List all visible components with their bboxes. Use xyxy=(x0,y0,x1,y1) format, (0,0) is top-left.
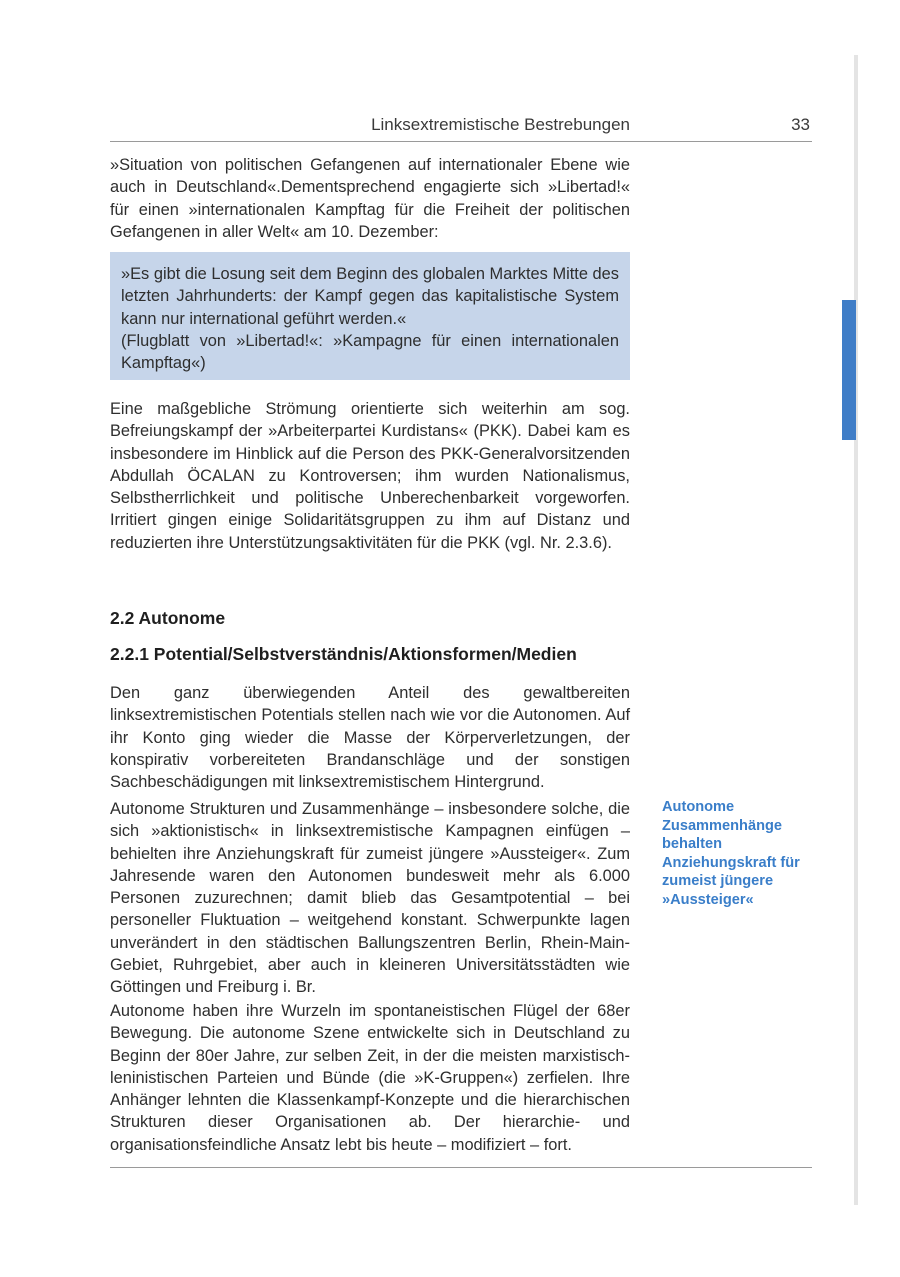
body-paragraph-3-block xyxy=(110,1000,630,1156)
margin-note: Autonome Zusammenhänge behalten Anziehungskraft für zumeist jüngere »Aussteiger« xyxy=(662,799,800,908)
page-edge-shadow xyxy=(854,55,858,1205)
body-paragraph-1-block xyxy=(110,682,630,793)
body-paragraph-3: Autonome haben ihre Wurzeln im spontaneistischen Flügel der 68er Bewegung. Die autonome Szene entwickelte sich in Deutschland zu Beginn der 80er Jahre, zur selben Zeit, in der die meisten marxistisch-leninistischen Parteien und Bünde (die »K-Gruppen«) zerfielen. Ihre Anhänger lehnten die Klassenkampf-Konzepte und die hierarchischen Strukturen dieser Organisationen ab. Der hierarchie- und organisationsfeindliche Ansatz lebt bis heute – modifiziert – fort. xyxy=(110,1002,630,1154)
body-paragraph-1: Den ganz überwiegenden Anteil des gewaltbereiten linksextremistischen Potentials stellen nach wie vor die Autonomen. Auf ihr Konto ging wieder die Masse der Körperverletzungen, der konspirativ vorbereiteten Brandanschläge und der sonstigen Sachbeschädigungen mit linksextremistischem Hintergrund. xyxy=(110,684,630,792)
quote-source: (Flugblatt von »Libertad!«: »Kampagne für einen internationalen Kampftag«) xyxy=(121,331,619,373)
body-paragraph-2-block xyxy=(110,798,630,999)
pkk-paragraph: Eine maßgebliche Strömung orientierte sich weiterhin am sog. Befreiungskampf der »Arbeiterpartei Kurdistans« (PKK). Dabei kam es insbesondere im Hinblick auf die Person des PKK-Generalvorsitzenden Abdullah ÖCALAN zu Kontroversen; ihm wurden Nationalismus, Selbstherrlichkeit und politische Unberechenbarkeit vorgeworfen. Irritiert gingen einige Solidaritätsgruppen zu ihm auf Distanz und reduzierten ihre Unterstützungsaktivitäten für die PKK (vgl. Nr. 2.3.6). xyxy=(110,400,630,552)
intro-text-block xyxy=(110,154,630,243)
pkk-text-block xyxy=(110,398,630,554)
quote-box xyxy=(110,252,630,380)
footer-rule xyxy=(110,1167,812,1168)
chapter-side-tab xyxy=(842,300,856,440)
section-heading: 2.2 Autonome xyxy=(110,608,226,628)
body-paragraph-2: Autonome Strukturen und Zusammenhänge – insbesondere solche, die sich »aktionistisch« in linksextremistische Kampagnen einfügen – behielten ihre Anziehungskraft für zumeist jüngere »Aussteiger«. Zum Jahresende waren den Autonomen bundesweit mehr als 6.000 Personen zuzurechnen; damit blieb das Gesamtpotential – bei personeller Fluktuation – weitgehend konstant. Schwerpunkte lagen unverändert in den städtischen Ballungszentren Berlin, Rhein-Main-Gebiet, Ruhrgebiet, aber auch in kleineren Universitätsstädten wie Göttingen und Freiburg i. Br. xyxy=(110,800,630,997)
running-title: Linksextremistische Bestrebungen xyxy=(371,115,630,134)
intro-paragraph: »Situation von politischen Gefangenen auf internationaler Ebene wie auch in Deutschland«.Dementsprechend engagierte sich »Libertad!« für einen »internationalen Kampftag für die Freiheit der politischen Gefangenen in aller Welt« am 10. Dezember: xyxy=(110,156,630,241)
quote-text: »Es gibt die Losung seit dem Beginn des globalen Marktes Mitte des letzten Jahrhunderts: der Kampf gegen das kapitalistische System kann nur international geführt werden.« xyxy=(121,265,619,328)
subsection-heading: 2.2.1 Potential/Selbstverständnis/Aktionsformen/Medien xyxy=(110,644,577,664)
page-number: 33 xyxy=(791,115,810,134)
page-header xyxy=(110,115,812,142)
